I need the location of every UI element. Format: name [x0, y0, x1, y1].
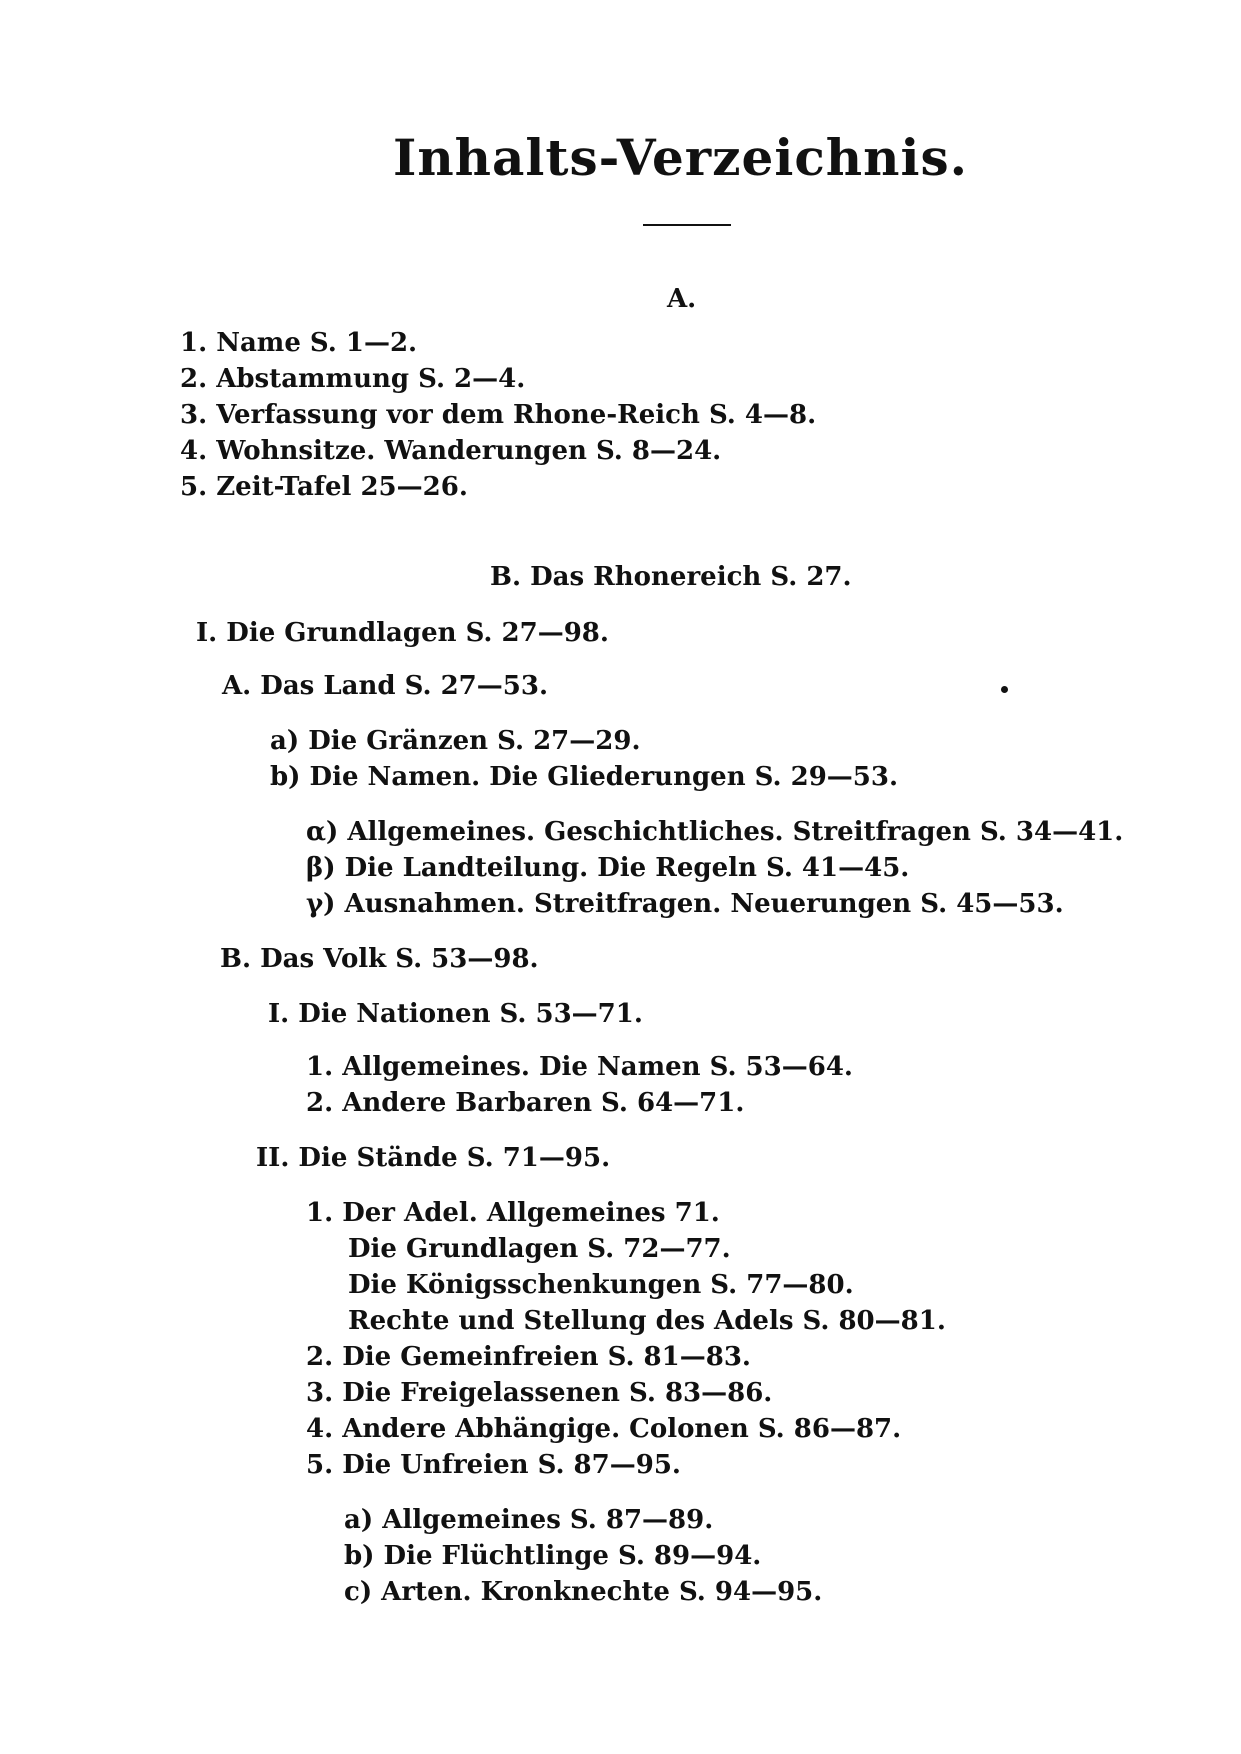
toc-entry: B. Das Volk S. 53—98. — [220, 944, 539, 974]
toc-entry: Die Grundlagen S. 72—77. — [348, 1234, 731, 1264]
toc-entry: 5. Zeit-Tafel 25—26. — [180, 472, 468, 502]
toc-entry: 3. Die Freigelassenen S. 83—86. — [306, 1378, 773, 1408]
toc-entry: 1. Der Adel. Allgemeines 71. — [306, 1198, 720, 1228]
toc-entry: Rechte und Stellung des Adels S. 80—81. — [348, 1306, 946, 1336]
toc-entry: Die Königsschenkungen S. 77—80. — [348, 1270, 854, 1300]
section-a-heading: A. — [667, 284, 697, 314]
toc-entry: 1. Name S. 1—2. — [180, 328, 418, 358]
toc-entry: β) Die Landteilung. Die Regeln S. 41—45. — [306, 853, 910, 883]
toc-entry: 4. Andere Abhängige. Colonen S. 86—87. — [306, 1414, 902, 1444]
toc-entry: II. Die Stände S. 71—95. — [256, 1143, 611, 1173]
toc-entry: I. Die Grundlagen S. 27—98. — [196, 618, 609, 648]
toc-entry: α) Allgemeines. Geschichtliches. Streitfragen S. 34—41. — [306, 817, 1124, 847]
toc-entry: 2. Andere Barbaren S. 64—71. — [306, 1088, 745, 1118]
toc-entry: 2. Die Gemeinfreien S. 81—83. — [306, 1342, 751, 1372]
toc-entry: I. Die Nationen S. 53—71. — [268, 999, 643, 1029]
title-rule — [643, 224, 731, 226]
section-b-heading: B. Das Rhonereich S. 27. — [490, 562, 852, 592]
toc-entry: b) Die Namen. Die Gliederungen S. 29—53. — [270, 762, 899, 792]
toc-entry: b) Die Flüchtlinge S. 89—94. — [344, 1541, 762, 1571]
toc-entry: γ) Ausnahmen. Streitfragen. Neuerungen S. 45—53. — [306, 889, 1064, 919]
toc-entry: 5. Die Unfreien S. 87—95. — [306, 1450, 681, 1480]
print-speck — [1001, 686, 1008, 693]
toc-entry: a) Die Gränzen S. 27—29. — [270, 726, 641, 756]
toc-entry: 3. Verfassung vor dem Rhone-Reich S. 4—8. — [180, 400, 817, 430]
toc-entry: A. Das Land S. 27—53. — [222, 671, 548, 701]
page-title: Inhalts-Verzeichnis. — [392, 128, 969, 187]
toc-entry: 2. Abstammung S. 2—4. — [180, 364, 526, 394]
toc-entry: c) Arten. Kronknechte S. 94—95. — [344, 1577, 823, 1607]
toc-entry: 4. Wohnsitze. Wanderungen S. 8—24. — [180, 436, 722, 466]
toc-entry: a) Allgemeines S. 87—89. — [344, 1505, 714, 1535]
toc-entry: 1. Allgemeines. Die Namen S. 53—64. — [306, 1052, 853, 1082]
